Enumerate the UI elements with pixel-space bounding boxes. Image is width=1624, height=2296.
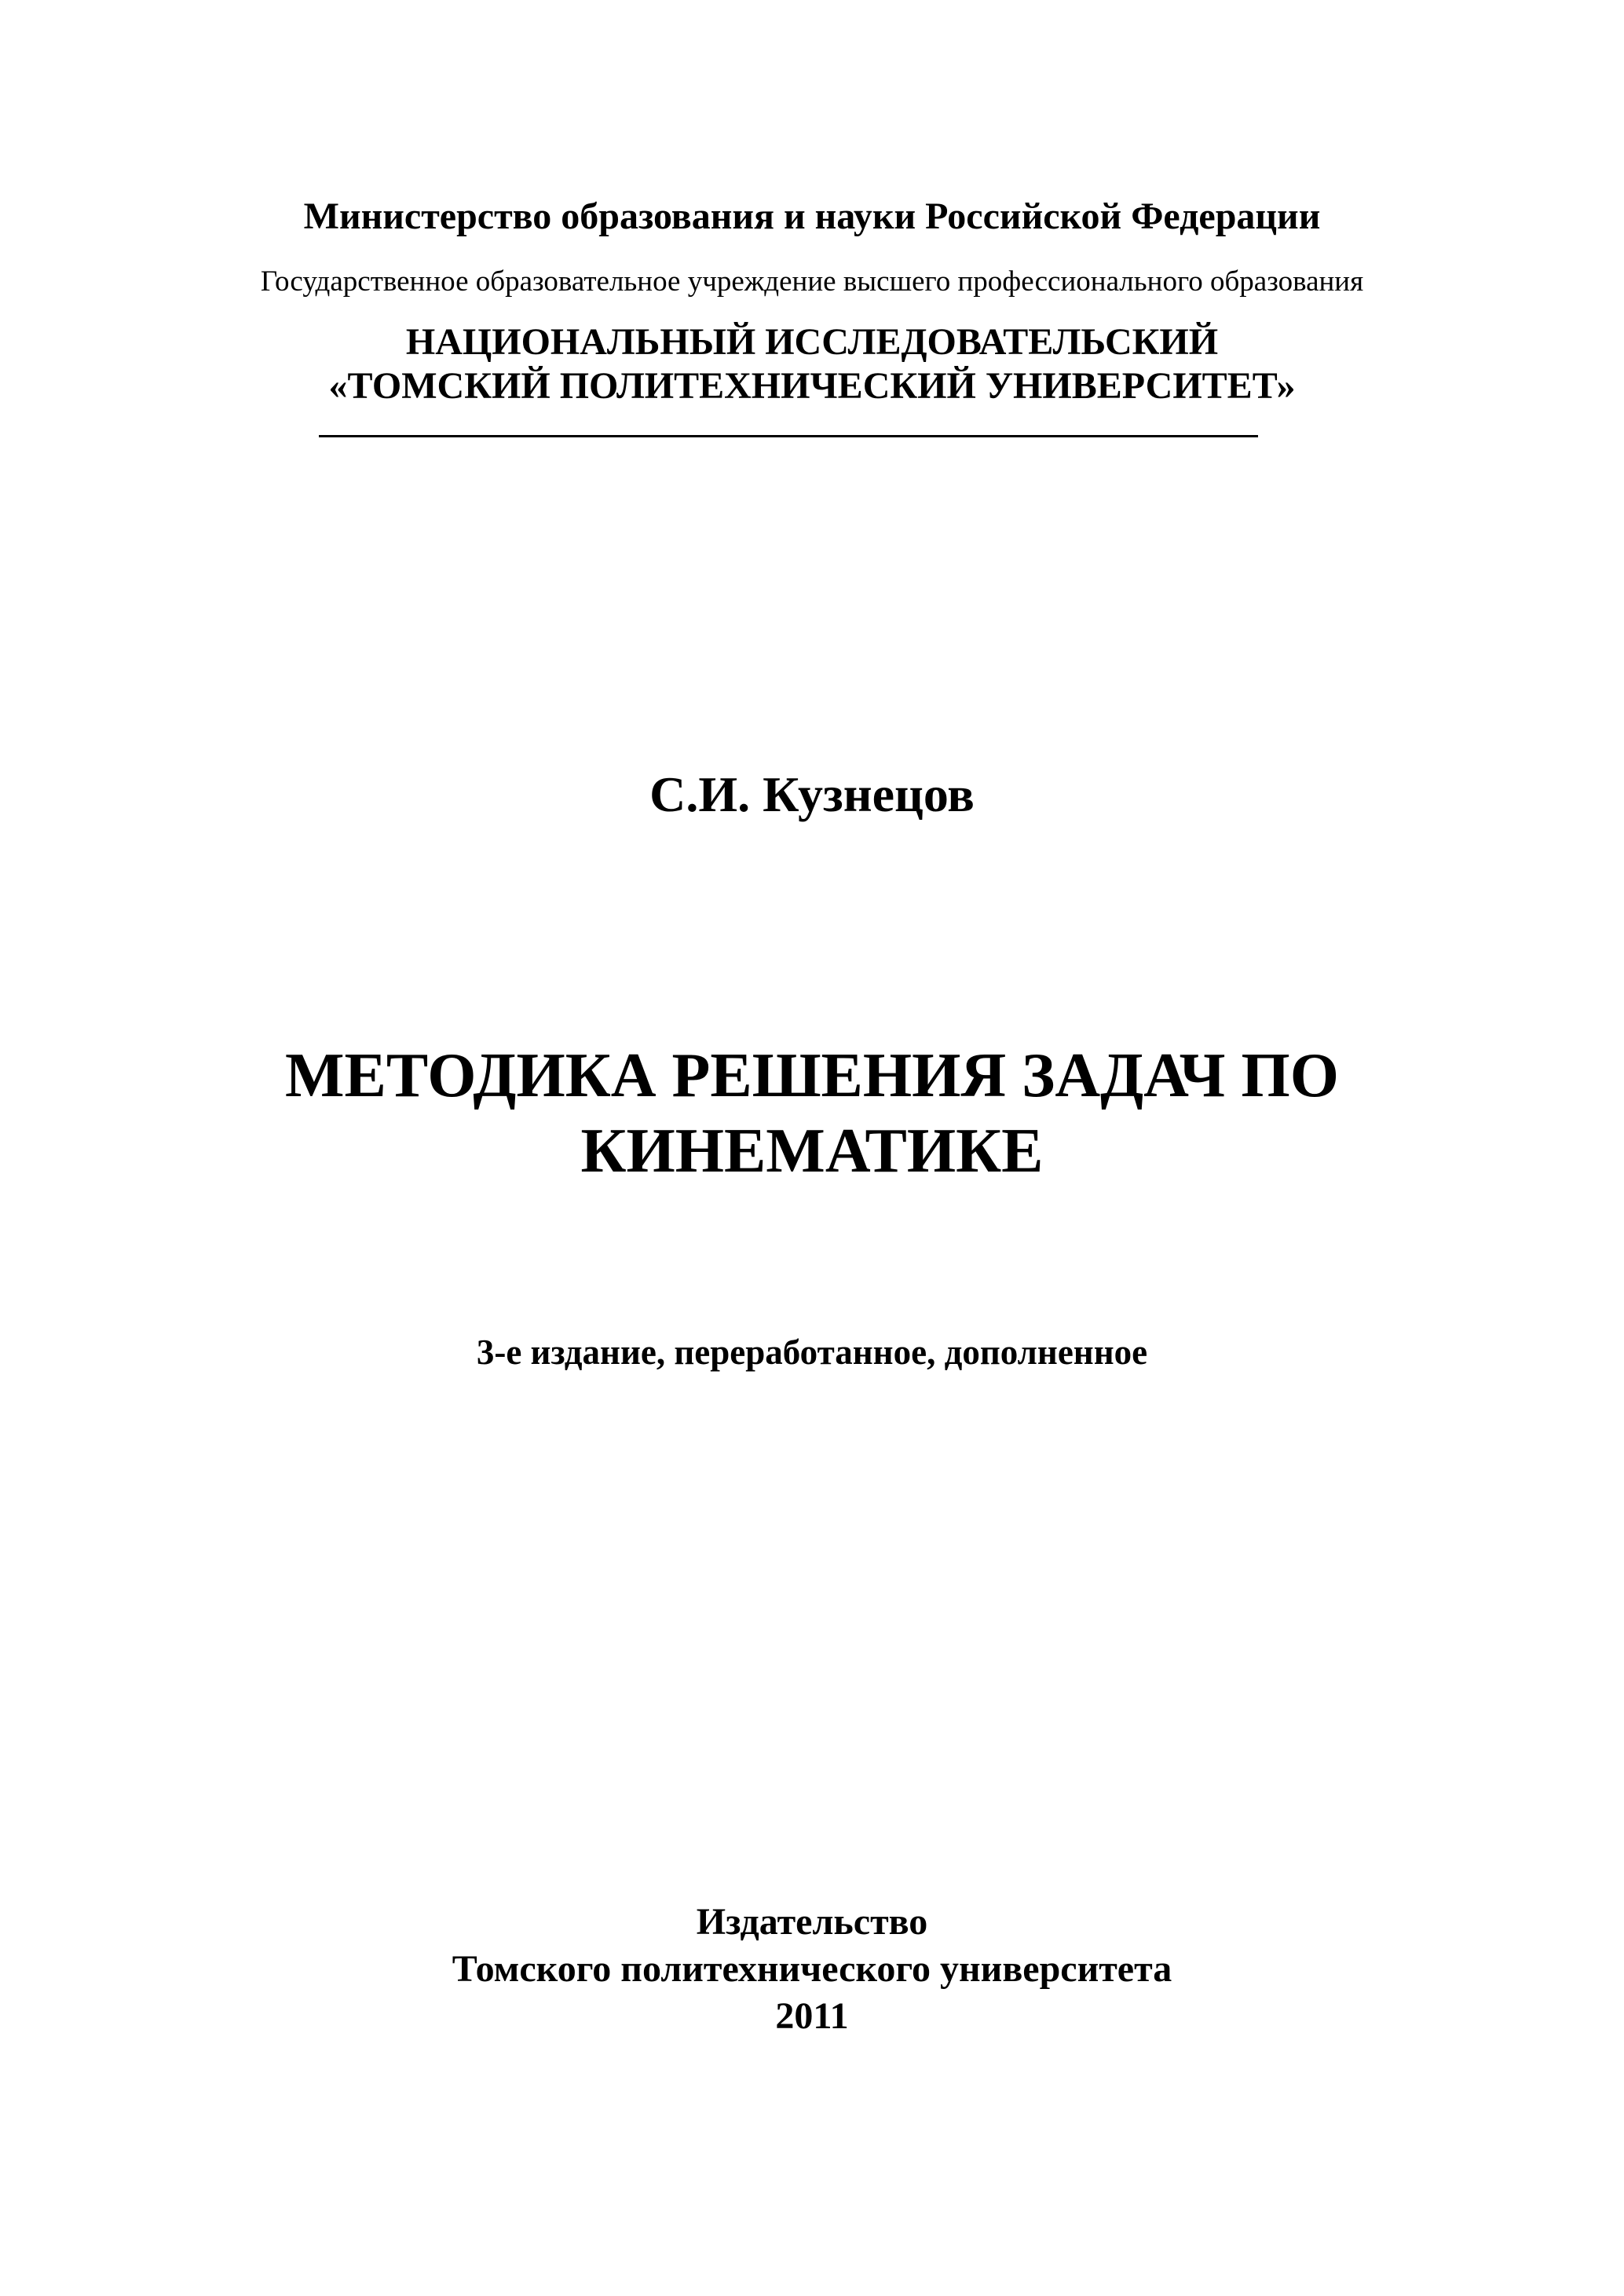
book-title-line-2: КИНЕМАТИКЕ [580, 1117, 1044, 1186]
publisher-line-1: Издательство [696, 1901, 928, 1943]
university-name-line-1: НАЦИОНАЛЬНЫЙ ИССЛЕДОВАТЕЛЬСКИЙ [405, 321, 1219, 363]
author-name: С.И. Кузнецов [649, 766, 975, 822]
publisher-line-2: Томского политехнического университета [452, 1948, 1172, 1990]
publication-year: 2011 [775, 1995, 849, 2037]
ministry-name: Министерство образования и науки Российской Федерации [303, 196, 1321, 237]
institution-type: Государственное образовательное учреждение высшего профессионального образования [260, 265, 1364, 298]
university-name-line-2: «ТОМСКИЙ ПОЛИТЕХНИЧЕСКИЙ УНИВЕРСИТЕТ» [328, 365, 1296, 407]
book-title-line-1: МЕТОДИКА РЕШЕНИЯ ЗАДАЧ ПО [285, 1041, 1339, 1110]
header-divider [319, 435, 1258, 437]
edition-note: 3-е издание, переработанное, дополненное [476, 1333, 1148, 1372]
